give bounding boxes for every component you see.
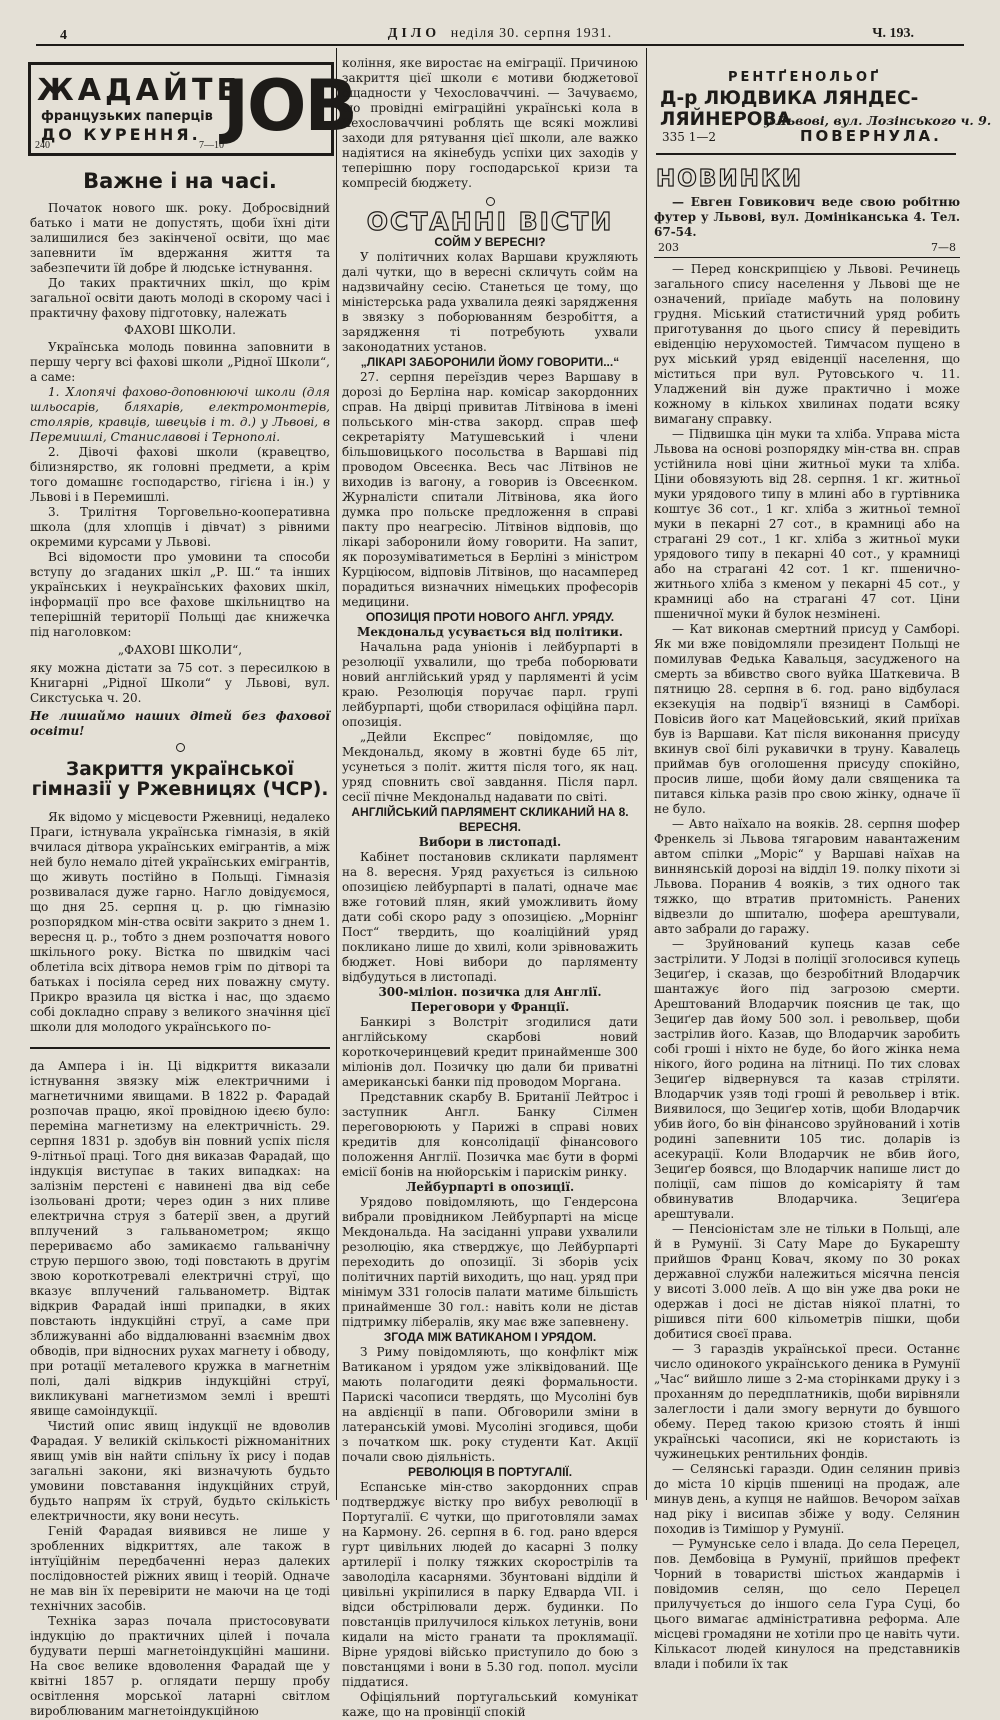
- paragraph: У політичних колах Варшави кружляють далі чутки, що в вересні скличуть сойм на надзвичайну сесію. Станеться це тому, що міністерська рада ухвалила деякі зарядження в звязку з поборюванням безробіття, а зарядження ті потребують ухвали законодатних установ.: [342, 250, 638, 354]
- paragraph: Як відомо у місцевости Ржевниці, недалеко Праги, істнувала українська гімназія, в якій вчилася дітвора українських емігрантів, а між ней було немало дітей українських емігрантів, що живуть постійно в Польщі. Гімназія розвивалася дуже гарно. Нагло довідуємося, що дня 25. серпня ц. р. цю гімназію розпорядком мін-ства освіти закрито з днем 1. вересня ц. р., тобто з днем розпочаття нового шкільного року. Вістка по швидкім часі облетіла всіх дітвора немов грім по дітворі та батьках і посіяла серед них поважну смуту. Прикро вразила ця вістка і нас, що здаємо собі докладно справу з великого значіння цієї школи для молодого українського по-: [30, 810, 330, 1034]
- paragraph: Офіціяльний португальський комунікат каже, що на провінції спокій: [342, 1690, 638, 1719]
- ad-job-code: 7—10: [199, 140, 224, 151]
- ad-job-logo: JOB: [223, 65, 356, 147]
- paragraph: коління, яке виростає на еміграції. Причиною закриття цієї школи є мотиви бюджетової ощадности у Чехословаччині. — Зачуваємо, що провідні еміграційні українські кола в Чехословаччині роблять ще всякі можливі заходи для рятування цієї школи, але важко надіятися на якінебудь успіхи цих заходів у теперішню пору господарської кризи та компресій бюджету.: [342, 56, 638, 190]
- paper-name: ДІЛО: [387, 26, 441, 41]
- news-item: — Селянські гаразди. Один селянин привіз до міста 10 кірців пшениці на продаж, але минув день, а купця не найшов. Вечором заїхав над ріку і висипав збіже у воду. Селянин походив із Тимішор у Румунії.: [654, 1462, 960, 1536]
- ad-doctor-address: у Львові, вул. Лозінського ч. 9.: [764, 113, 992, 128]
- paragraph: Геній Фарадая виявився не лише у зробленних відкриттях, але також в інтуїційнім передбаченні нераз далеких послідовностей ріжних явищ і теорій. Одначе не мав він їх перевірити не маючи на це тоді технічних засобів.: [30, 1524, 330, 1613]
- news-item: — Перед конскрипцією у Львові. Речинець загального спису населення у Львові ще не означений, приїаде мабуть на половину грудня. Міський статистичний уряд робить приготування до цього спису й перевідить евіденцію нерухомостей. Тимчасом пущено в рух міський уряд евіденції населення, що міститься при вул. Рутовського ч. 11. Уладжений він дуже практично і може кожному в кількох хвилинах подати всяку вимагану справку.: [654, 262, 960, 426]
- page-header: [36, 24, 964, 44]
- news-heading: ЗГОДА МІЖ ВАТИКАНОМ І УРЯДОМ.: [383, 1330, 597, 1344]
- paragraph: Початок нового шк. року. Добросвідний батько і мати не допустять, щоби їхні діти залишилися без закінченої освіти, що має запевнити їм вдержання життя та забезпечити їй добре й людське істнування.: [30, 201, 330, 275]
- ad-code: 203: [658, 241, 679, 254]
- paragraph: яку можна дістати за 75 сот. з пересилкою в Книгарні „Рідної Школи“ у Львові, вул. Сикстуська ч. 20.: [30, 661, 330, 705]
- paragraph: Кабінет постановив скликати парлямент на 8. вересня. Уряд рахується із сильною опозицією лейбурпарті в палаті, одначе має вже готовий плян, який уможливить йому дати собі скоро раду з опозицією. „Морнінг Пост“ твердить, що коаліційний уряд покликано лише до хвилі, коли зрівноважить бюджет. Нові вибори до парляменту відбудуться в листопаді.: [342, 850, 638, 984]
- column-divider: [646, 48, 647, 1500]
- news-heading: Лейбурпарті в опозиції.: [405, 1180, 575, 1194]
- news-item: — Підвишка цін муки та хліба. Управа міста Львова на основі розпорядку мін-ства вн. справ устійнила нові ціни житньої муки та хліба. Ціни обовязують від 28. серпня. 1 кг. житньої муки урядового типу в млині або в гуртівника коштує 36 сот., 1 кг. хліба з житньої темної муки в пекарні 27 сот., в крамниці або на страгані 29 сот., 1 кг. хліба з житньої муки урядового типу в пекарні 40 сот., у крамниці або на страгані 42 сот. 1 кг. пшенично-житнього хліба з кменом у пекарні 45 сот., у крамниці або на страгані 47 сот. Ціни пшеничної муки й булок незмінені.: [654, 427, 960, 621]
- ad-doctor-line1: РЕНТҐЕНОЛЬОҐ: [728, 70, 882, 85]
- ad-doctor-note: ПОВЕРНУЛА.: [800, 127, 942, 145]
- paragraph: Всі відомости про умовини та способи вступу до згаданих шкіл „Р. Ш.“ та інших українських і неукраїнських фахових шкіл, інформації про все фахове шкільництво на теперішній території Польщі дає книжечка під наголовком:: [30, 550, 330, 639]
- news-item: — Кат виконав смертний присуд у Самборі. Як ми вже повідомляли президент Польщі не помилував Федька Кавальця, засудженого на смерть за вбивство свого вуйка Шаткевича. В пятницю 28. серпня в 6. год. рано відбулася екзекуція на подвір'ї вязниці в Самборі. Повісив його кат Мацейовський, який приїхав був із Варшави. Кат після виконання присуду вкинув свої білі рукавички в труну. Кавалець приймав був оголошення присуду спокійно, просив лише, щоби йому дали священика та питався кілька разів про свою жінку, одначе її не було.: [654, 622, 960, 816]
- paragraph: До таких практичних шкіл, що крім загальної освіти дають молоді в скорому часі і практичну фахову підготовку, належать: [30, 276, 330, 320]
- header-rule: [36, 44, 964, 46]
- ad-code: 7—8: [931, 241, 956, 254]
- ad-job-code: 240: [35, 140, 50, 151]
- section-news: НОВИНКИ: [656, 166, 803, 192]
- caps-heading: ФАХОВІ ШКОЛИ.: [124, 323, 236, 337]
- news-subheading: Мекдональд усувається від політики.: [357, 625, 623, 639]
- paragraph: Чистий опис явищ індукції не вдоволив Фарадая. У великій скількості ріжноманітних явищ умів він найти спільну їх рису і подав загальні закони, які визначують будьто умовини повставання індукційних струй, будьто напрям їх струй, будьто скількість електричности, яку вони несуть.: [30, 1419, 330, 1523]
- paragraph: Банкирі з Волстріт згодилися дати англійському скарбові новий короткочеринцевий кредит принайменше 300 міліонів дол. Позичку цю дали би приватні американські банки під проводом Моргана.: [342, 1015, 638, 1089]
- news-heading: „ЛІКАРІ ЗАБОРОНИЛИ ЙОМУ ГОВОРИТИ...“: [360, 355, 620, 369]
- column-middle: [342, 56, 638, 1719]
- news-item: — Зруйнований купець казав себе застрілити. У Лодзі в поліції зголосився купець Зециґер, і сказав, що безробітний Влодарчик шантажує його під загрозою смерти. Арештований Влодарчик пояснив це так, що Зециґер дав йому 500 зол. і револьвер, щоби застрілив його. Казав, що Влодарчик заробить собі гроші і ніхто не буде, бо його жінка нема нікого, його родина на літниці. По тих словах Зециґер відвернувся та казав стріляти. Влодарчик узяв тоді гроші й револьвер і втік. Виявилося, що Зециґер хотів, щоби Влодарчик убив його, бо він фінансово зруйнований і хотів родині запевнити 105 тис. доларів із асекурації. Коли Влодарчик не вбив його, Зециґер боявся, що Влодарчик напише лист до поліції, сам пішов до комісаріяту й там обвинуватив Влодарчика. Зециґера арештували.: [654, 937, 960, 1221]
- paragraph: Еспанське мін-ство закордонних справ подтверджує вістку про вибух революції в Португалії. Є чутки, що приготовляли замах на Кармону. 26. серпня в 6. год. рано вдерся гурт цивільних людей до касарні 3 полку артилерії і полку тяжких скорострілів та заволоділа касарнями. Збунтовані відділи й цивільні укріпилися в парку Едварда VII. і відси обстрілювали держ. будинки. По повстанців прилучилося кількох летунів, вони кидали на місто гранати та проклямації. Вірне урядові військо приступило до бою з повстанцями і вони в 5.30 год. попол. мусіли піддатися.: [342, 1480, 638, 1689]
- list-item: 1. Хлопячі фахово-доповнюючі школи (для шльосарів, бляхарів, електромонтерів, столярів, кравців, швецьів і т. д.) у Львові, в Перемишлі, Станиславові і Тернополі.: [30, 385, 330, 444]
- headline-important: Важне і на часі.: [83, 169, 277, 193]
- paragraph: Урядово повідомляють, що Гендерсона вибрали провідником Лейбурпарті на місце Мекдональда. На засіданні управи ухвалили резолюцію, яка стверджує, що Лейбурпарті переходить до опозиції. Зі зборів усіх політичних партій виходить, що нац. уряд при мінімум 331 голосів палати матиме більшість принайменше 30 гол.: навіть коли не дістав підтримку лібералів, яку має вже запевнену.: [342, 1195, 638, 1329]
- list-item: 3. Трилітня Торговельно-кооперативна школа (для хлопців і дівчат) з рівними окремими курсами у Львові.: [30, 505, 330, 549]
- news-heading: ОПОЗИЦІЯ ПРОТИ НОВОГО АНГЛ. УРЯДУ.: [365, 610, 615, 624]
- paragraph: Начальна рада уніонів і лейбурпарті в резолюції ухвалили, що треба поборювати новий англійський уряд у парляменті й усім краю. Резолюція поручає парл. групі лейбурпарті, щоби створилася офіційна парл. опозиція.: [342, 640, 638, 729]
- separator-ornament: [30, 741, 330, 756]
- column-left: [30, 160, 330, 1718]
- ad-job-line1: ЖАДАЙТЕ: [37, 73, 241, 108]
- motto: Не лишаймо наших дітей без фахової освіти!: [30, 709, 330, 738]
- paragraph: 27. серпня переїздив через Варшаву в дорозі до Берліна нар. комісар закордонних справ. На двірці привитав Літвінова в імені польського мін-ства закорд. справ шеф секретаріяту Матушевський і члени більшовицького посольства в Варшаві під проводом Овсеєнка. Весь час Літвінов не виходив із вагону, а говорив із Овсеєнком. Журналісти спитали Літвінова, яка його думка про польске предложення в справі пакту про неагресію. Літвінов відповів, що лікарі заборонили йому говорити. На запит, як порозуміватиметься в Берліні з міністром Курціюсом, відповів Літвінов, що насамперед порадиться визначних німецьких професорів медицини.: [342, 370, 638, 609]
- divider: [656, 153, 956, 155]
- news-item: — Авто наїхало на вояків. 28. серпня шофер Френкель зі Львова тягаровим навантаженим автом спілки „Моріс“ у Варшаві наїхав на виннянській дорозі на відділ 19. полку піхоти зі Львова. Поранив 4 вояків, з тих одного так тяжко, що втратив притомність. Ранених відвезли до шпиталю, шофера арештували, авто забрали до гаражу.: [654, 817, 960, 936]
- news-heading: РЕВОЛЮЦІЯ В ПОРТУГАЛІЇ.: [407, 1465, 573, 1479]
- issue-date: неділя 30. серпня 1931.: [450, 26, 613, 41]
- news-subheading: Вибори в листопаді.: [418, 835, 562, 849]
- masthead: [36, 26, 964, 42]
- news-heading: СОЙМ У ВЕРЕСНІ?: [434, 235, 546, 249]
- ad-job-line2: французьких паперців: [41, 109, 213, 124]
- ad-job-line3: ДО КУРЕННЯ.: [41, 125, 201, 144]
- paragraph: да Ампера і ін. Ці відкриття виказали істнування звязку між електричними і магнетичними явищами. В 1822 р. Фарадай розпочав працю, якої провідною ідеєю було: переміна магнетизму на електричність. 29. серпня 1831 р. здобув він повний успіх після 9-літньої праці. Того дня виказав Фарадай, що індукція виступає в таких випадках: на залізнім перстені є навинені два від себе ізольовані дроти; через один з них пливе електрична струя з батерії звен, а другий вплучений з гальванометром; якщо перериваємо або замикаємо гальванічну струю першого звою, тоді повстають в другім звою короткотревалі електричні струї, що вказує вплучений гальванометр. Відтак відкрив Фарадай інші припадки, в яких повстають індукційні струї, а саме при зближуванні або віддалюванні взаємнім двох обводів, при відносних рухах магнету і обводу, при ротації металевого кружка в магнетнім полі, далі відкрив індукційні струї, викликувані магнетизмом землі і врешті явище самоіндукції.: [30, 1059, 330, 1418]
- headline-gymnasium: Закриття української гімназії у Ржевницях (ЧСР).: [31, 759, 329, 800]
- paragraph: Техніка зараз почала пристосовувати індукцію до практичних цілей і почала будувати перші магнетоіндукційні машини. На своє велике вдоволення Фарадай ще у квітні 1857 р. оглядати першу пробу освітлення морської латарні світлом вироблюваним магнетоіндукційною: [30, 1614, 330, 1718]
- ad-furrier-codes: [654, 240, 960, 255]
- paragraph: З Риму повідомляють, що конфлікт між Ватиканом і урядом уже зліквідований. Ще мають полагодити деякі формальности. Парискі часописи твердять, що Мусоліні був на авдієнції в папи. Обговорили зміни в латеранській умові. Мусоліні згодився, щоби з початком шк. року студенти Кат. Акції почали свою діяльність.: [342, 1345, 638, 1464]
- ad-doctor-name: Д-р ЛЮДВИКА ЛЯНДЕС-ЛЯЙНЕРОВА: [660, 88, 919, 130]
- news-item: — Румунське село і влада. До села Перецел, пов. Дембовіца в Румунії, прийшов префект Чорний в товаристві шістьох жандармів і повідомив селян, що село Перецел прилучується до іншого села Гура Суці, бо цього вимагає адміністративна реформа. Але місцеві громадяни не хотіли про це навіть чути. Кількасот людей кинулося на представників влади і побили їх так: [654, 1537, 960, 1671]
- page-number: 4: [60, 28, 67, 43]
- book-title: „ФАХОВІ ШКОЛИ“,: [117, 643, 243, 657]
- ad-job: [28, 62, 356, 156]
- news-heading: 300-міліон. позичка для Англії.: [378, 985, 602, 999]
- column-divider: [336, 48, 337, 1500]
- list-item: 2. Дівочі фахові школи (кравецтво, білизнярство, як головні предмети, а крім того домашнє господарство, гігієна і ін.) у Львові і в Перемишлі.: [30, 445, 330, 504]
- divider: [654, 257, 960, 258]
- news-heading: АНГЛІЙСЬКИЙ ПАРЛЯМЕНТ СКЛИКАНИЙ НА 8. ВЕРЕСНЯ.: [351, 805, 629, 834]
- issue-number: Ч. 193.: [872, 26, 914, 41]
- divider: [30, 1047, 330, 1049]
- news-subheading: Переговори у Франції.: [410, 1000, 570, 1014]
- section-latest-news: ОСТАННІ ВІСТИ: [366, 207, 614, 236]
- paragraph: Представник скарбу В. Британії Лейтрос і заступник Англ. Банку Сілмен переговорюють у Парижі в справі нових кредитів для консолідації фінансового положення Англії. Позичка має бути в формі емісії бонів на нюйорськім і парискім ринку.: [342, 1090, 638, 1179]
- news-item: — З гараздів української преси. Останнє число одинокого українського деника в Румунії „Час“ вийшло лише з 2-ма сторінками друку і з проханням до передплатників, щоби вирівняли залеглости і дали змогу вернути до бувшого обему. Перед такою кризою стоять й інші українські часописи, які не користають із чужинецьких рентильних фондів.: [654, 1342, 960, 1461]
- paragraph: Українська молодь повинна заповнити в першу чергу всі фахові школи „Рідної Школи“, а саме:: [30, 340, 330, 384]
- ad-doctor-code: 335 1—2: [662, 130, 716, 144]
- column-right: [654, 162, 960, 1671]
- news-item: — Пенсіоністам зле не тільки в Польщі, але й в Румунії. Зі Сату Маре до Букарешту прийшов Франц Ковач, якому по 30 роках державної служби належиться місячна пенсія у висоті 3.000 леїв. А що він уже два роки не одержав і досі не дістав ніякої платні, то рішився піти 600 кільометрів пішки, щоби добитися своєї права.: [654, 1222, 960, 1341]
- ad-furrier: — Евген Говикович веде свою робітню футер у Львові, вул. Домініканська 4. Тел. 67-54.: [654, 195, 960, 239]
- paragraph: „Дейли Експрес“ повідомляє, що Мекдональд, якому в жовтні буде 65 літ, усунеться з політ. життя після того, як нац. уряд сповнить свої завдання. Після парл. сесії пічне Мекдональд надавати по світі.: [342, 730, 638, 804]
